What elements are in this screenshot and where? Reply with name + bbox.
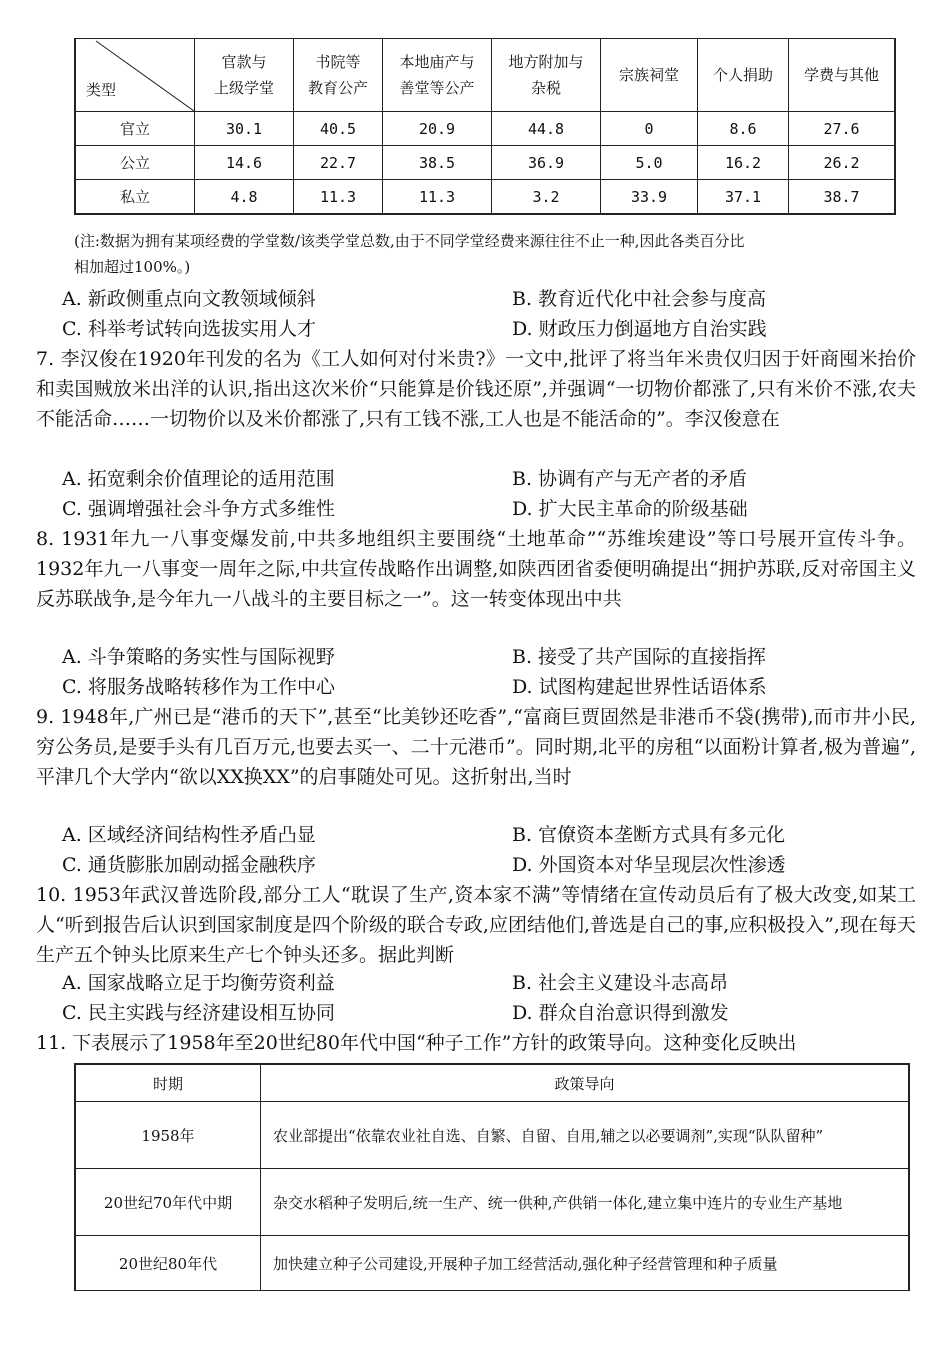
option-c[interactable]: C. 强调增强社会斗争方式多维性	[62, 498, 335, 520]
option-d[interactable]: D. 财政压力倒逼地方自治实践	[512, 318, 767, 340]
table-row	[75, 180, 895, 215]
table-cell: 8.6	[698, 112, 789, 146]
column-header: 书院等 教育公产	[294, 39, 383, 112]
option-c[interactable]: C. 通货膨胀加剧动摇金融秩序	[62, 854, 316, 876]
table-cell: 40.5	[294, 112, 383, 146]
table-cell: 16.2	[698, 146, 789, 180]
period-cell: 1958年	[75, 1102, 261, 1169]
q6-options	[62, 284, 912, 344]
table-cell: 38.5	[383, 146, 492, 180]
table-row	[75, 1102, 909, 1169]
table-cell: 33.9	[601, 180, 698, 215]
row-label: 公立	[75, 146, 195, 180]
table-cell: 27.6	[789, 112, 896, 146]
column-header: 官款与 上级学堂	[195, 39, 294, 112]
table-row	[75, 1236, 909, 1291]
option-a[interactable]: A. 区域经济间结构性矛盾凸显	[62, 824, 316, 846]
option-c[interactable]: C. 科举考试转向选拔实用人才	[62, 318, 316, 340]
column-header: 宗族祠堂	[601, 39, 698, 112]
period-cell: 20世纪80年代	[75, 1236, 261, 1291]
option-a[interactable]: A. 拓宽剩余价值理论的适用范围	[62, 468, 335, 490]
table-cell: 20.9	[383, 112, 492, 146]
q10-options	[62, 968, 912, 1028]
table-cell: 38.7	[789, 180, 896, 215]
seed-policy-table	[74, 1063, 910, 1291]
option-d[interactable]: D. 扩大民主革命的阶级基础	[512, 498, 748, 520]
column-header: 本地庙产与 善堂等公产	[383, 39, 492, 112]
column-header: 地方附加与 杂税	[492, 39, 601, 112]
table-cell: 37.1	[698, 180, 789, 215]
q9-options	[62, 820, 912, 880]
table-row	[75, 146, 895, 180]
option-b[interactable]: B. 协调有产与无产者的矛盾	[512, 468, 748, 490]
table-cell: 5.0	[601, 146, 698, 180]
table-cell: 0	[601, 112, 698, 146]
policy-cell: 杂交水稻种子发明后,统一生产、统一供种,产供销一体化,建立集中连片的专业生产基地	[261, 1169, 910, 1236]
table-cell: 3.2	[492, 180, 601, 215]
option-c[interactable]: C. 将服务战略转移作为工作中心	[62, 676, 335, 698]
option-b[interactable]: B. 官僚资本垄断方式具有多元化	[512, 824, 786, 846]
option-a[interactable]: A. 国家战略立足于均衡劳资利益	[62, 972, 335, 994]
option-a[interactable]: A. 新政侧重点向文教领域倾斜	[62, 288, 316, 310]
table-cell: 11.3	[383, 180, 492, 215]
table-cell: 22.7	[294, 146, 383, 180]
table-cell: 4.8	[195, 180, 294, 215]
question-9-stem: 9. 1948年,广州已是“港币的天下”,甚至“比美钞还吃香”,“富商巨贾固然是非港币不袋(携带),而市井小民,穷公务员,是要手头有几百万元,也要去买一、二十元港币”。同时期,北平的房租“以面粉计算者,极为普遍”,平津几个大学内“欲以XX换XX”的启事随处可见。这折射出,当时	[36, 706, 916, 788]
table-cell: 26.2	[789, 146, 896, 180]
option-d[interactable]: D. 群众自治意识得到激发	[512, 1002, 729, 1024]
option-c[interactable]: C. 民主实践与经济建设相互协同	[62, 1002, 335, 1024]
q8-options	[62, 642, 912, 702]
option-d[interactable]: D. 试图构建起世界性话语体系	[512, 676, 767, 698]
table-note: (注:数据为拥有某项经费的学堂数/该类学堂总数,由于不同学堂经费来源往往不止一种,因此各类百分比 相加超过100%。)	[74, 232, 745, 276]
question-10-stem: 10. 1953年武汉普选阶段,部分工人“耽误了生产,资本家不满”等情绪在宣传动员后有了极大改变,如某工人“听到报告后认识到国家制度是四个阶级的联合专政,应团结他们,普选是自己的事,应积极投入”,现在每天生产五个钟头比原来生产七个钟头还多。据此判断	[36, 884, 916, 966]
corner-header-cell	[75, 39, 195, 112]
option-b[interactable]: B. 教育近代化中社会参与度高	[512, 288, 767, 310]
question-7-stem: 7. 李汉俊在1920年刊发的名为《工人如何对付米贵?》一文中,批评了将当年米贵仅归因于奸商囤米抬价和卖国贼放米出洋的认识,指出这次米价“只能算是价钱还原”,并强调“一切物价都涨了,只有米价不涨,农夫不能活命……一切物价以及米价都涨了,只有工钱不涨,工人也是不能活命的”。李汉俊意在	[36, 348, 916, 430]
period-header: 时期	[75, 1064, 261, 1102]
row-label: 私立	[75, 180, 195, 215]
question-11-stem: 11. 下表展示了1958年至20世纪80年代中国“种子工作”方针的政策导向。这种变化反映出	[36, 1032, 797, 1054]
table-header-row	[75, 39, 895, 112]
column-header: 学费与其他	[789, 39, 896, 112]
table-cell: 14.6	[195, 146, 294, 180]
table-header-row	[75, 1064, 909, 1102]
column-header: 个人捐助	[698, 39, 789, 112]
table-row	[75, 112, 895, 146]
table-cell: 36.9	[492, 146, 601, 180]
funding-source-table	[74, 38, 896, 215]
question-8-stem: 8. 1931年九一八事变爆发前,中共多地组织主要围绕“土地革命”“苏维埃建设”等口号展开宣传斗争。1932年九一八事变一周年之际,中共宣传战略作出调整,如陕西团省委便明确提出“拥护苏联,反对帝国主义反苏联战争,是今年九一八战斗的主要目标之一”。这一转变体现出中共	[36, 528, 916, 610]
table-row	[75, 1169, 909, 1236]
row-label: 官立	[75, 112, 195, 146]
option-d[interactable]: D. 外国资本对华呈现层次性渗透	[512, 854, 786, 876]
policy-header: 政策导向	[261, 1064, 910, 1102]
table-cell: 11.3	[294, 180, 383, 215]
policy-cell: 农业部提出“依靠农业社自选、自繁、自留、自用,辅之以必要调剂”,实现“队队留种”	[261, 1102, 910, 1169]
table-cell: 30.1	[195, 112, 294, 146]
policy-cell: 加快建立种子公司建设,开展种子加工经营活动,强化种子经营管理和种子质量	[261, 1236, 910, 1291]
option-b[interactable]: B. 社会主义建设斗志高昂	[512, 972, 729, 994]
table-cell: 44.8	[492, 112, 601, 146]
option-b[interactable]: B. 接受了共产国际的直接指挥	[512, 646, 767, 668]
option-a[interactable]: A. 斗争策略的务实性与国际视野	[62, 646, 335, 668]
type-corner-label: 类型	[86, 81, 117, 99]
q7-options	[62, 464, 912, 524]
period-cell: 20世纪70年代中期	[75, 1169, 261, 1236]
